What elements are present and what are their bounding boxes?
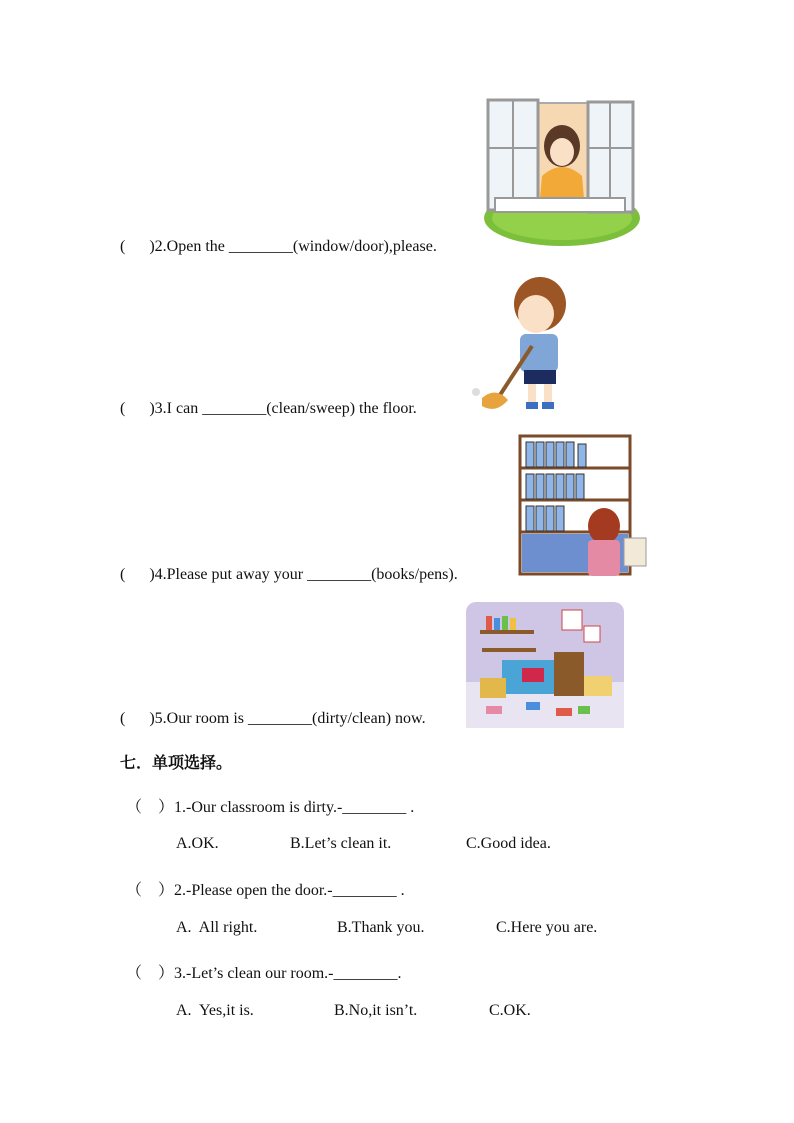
boy-sweeping-illustration — [462, 274, 574, 414]
bookshelf-illustration — [516, 434, 660, 578]
choice-2-option-a: A. All right. — [176, 919, 258, 936]
choice-2-option-b: B.Thank you. — [337, 919, 425, 936]
choice-question-2: （ ）2.-Please open the door.-________ . — [126, 882, 405, 899]
question-5: ( )5.Our room is ________(dirty/clean) now. — [120, 710, 426, 727]
question-3: ( )3.I can ________(clean/sweep) the floor. — [120, 400, 417, 417]
window-girl-illustration — [480, 98, 646, 254]
choice-2-option-c: C.Here you are. — [496, 919, 598, 936]
choice-question-1: （ ）1.-Our classroom is dirty.-________ . — [126, 799, 415, 816]
section-title: 七．单项选择。 — [120, 753, 233, 772]
choice-1-option-a: A.OK. — [176, 835, 219, 852]
question-2: ( )2.Open the ________(window/door),please. — [120, 238, 437, 255]
question-4: ( )4.Please put away your ________(books/pens). — [120, 566, 458, 583]
choice-1-option-c: C.Good idea. — [466, 835, 551, 852]
choice-1-option-b: B.Let’s clean it. — [290, 835, 392, 852]
choice-3-option-b: B.No,it isn’t. — [334, 1002, 418, 1019]
choice-question-3: （ ）3.-Let’s clean our room.-________. — [126, 965, 402, 982]
choice-3-option-a: A. Yes,it is. — [176, 1002, 254, 1019]
messy-room-illustration — [466, 602, 624, 728]
choice-3-option-c: C.OK. — [489, 1002, 531, 1019]
